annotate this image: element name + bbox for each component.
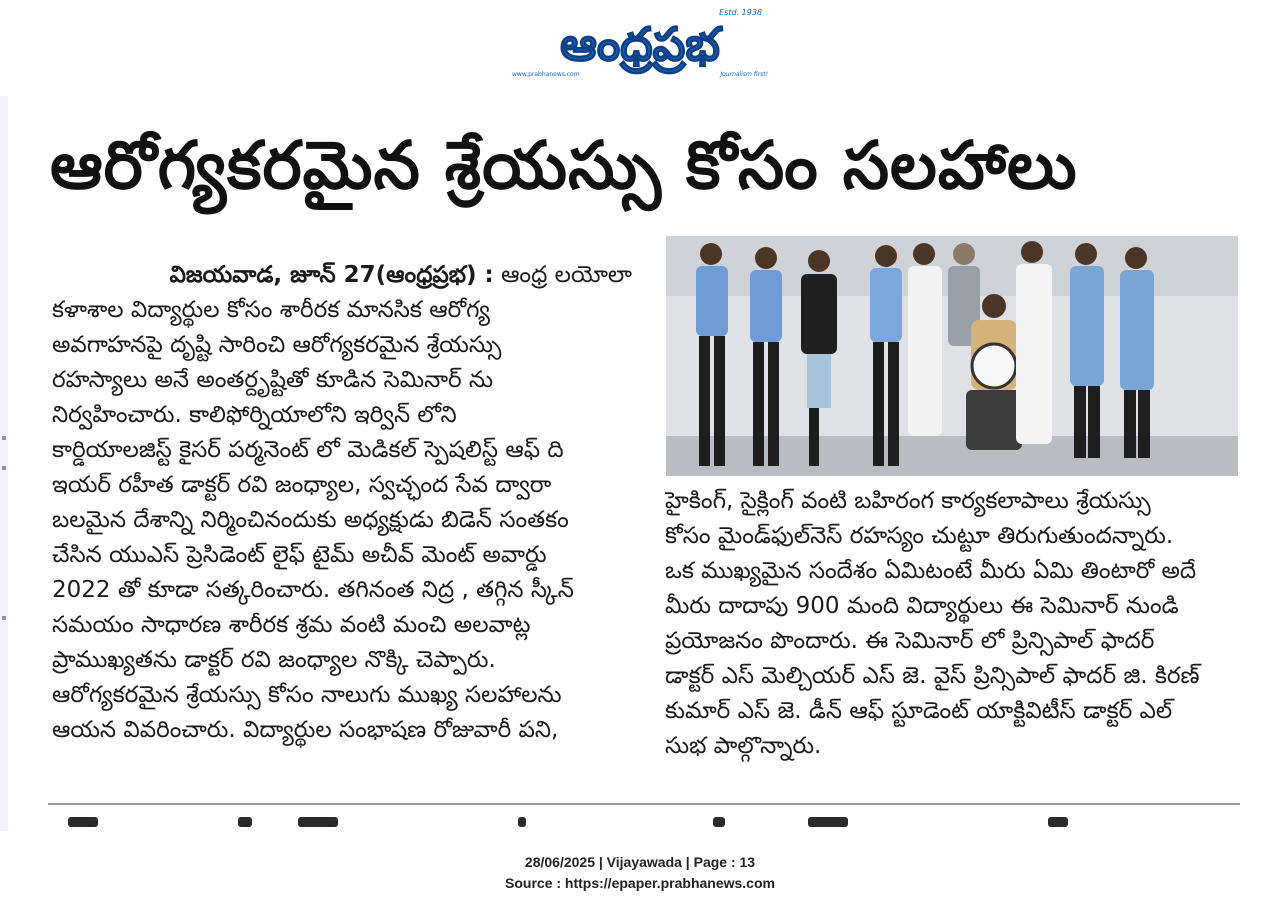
article-right-line-5: డాక్టర్ ఎస్ మెల్చియర్ ఎస్ జె. వైస్ ప్రిన్సిపాల్ ఫాదర్ జి. కిరణ్	[665, 663, 1200, 689]
next-article-cut-strip	[48, 811, 1240, 831]
article-line-11: ప్రాముఖ్యతను డాక్టర్ రవి జంధ్యాల నొక్కి చెప్పారు.	[52, 647, 496, 673]
article-headline: ఆరోగ్యకరమైన శ్రేయస్సు కోసం సలహాలు	[50, 127, 1078, 204]
article-dateline: విజయవాడ, జూన్ 27(ఆంధ్రప్రభ) :	[169, 262, 494, 288]
footer-edition-info: 28/06/2025 | Vijayawada | Page : 13	[524, 854, 756, 870]
article-right-line-3: మీరు దాదాపు 900 మంది విద్యార్థులు ఈ సెమినార్ నుండి	[665, 593, 1179, 619]
article-line-5: కార్డియాలజిస్ట్ కైసర్ పర్మనెంట్ లో మెడికల్ స్పెషలిస్ట్ ఆఫ్ ది	[52, 437, 564, 463]
article-line-10: సమయం సాధారణ శారీరక శ్రమ వంటి మంచి అలవాట్ల	[52, 612, 531, 638]
footer-source-link[interactable]: Source : https://epaper.prabhanews.com	[505, 875, 775, 891]
prabha-logo-icon	[500, 6, 780, 86]
article-column-right	[665, 484, 1237, 784]
epaper-footer	[0, 852, 1280, 894]
article-line-13: ఆయన వివరించారు. విద్యార్థుల సంభాషణ రోజువారీ పని,	[52, 717, 559, 743]
article-line-1: కళాశాల విద్యార్థుల కోసం శారీరక మానసిక ఆరోగ్య	[52, 297, 490, 323]
masthead-logo[interactable]	[500, 6, 780, 86]
logo-wordmark: ఆంధ్రప్రభ	[560, 17, 720, 71]
article-line-0: విజయవాడ, జూన్ 27(ఆంధ్రప్రభ) : ఆంధ్ర లయోలా	[169, 262, 632, 288]
article-line-3: రహస్యాలు అనే అంతర్దృష్టితో కూడిన సెమినార్ ను	[52, 367, 494, 393]
article-line-8: చేసిన యుఎస్ ప్రెసిడెంట్ లైఫ్ టైమ్ అచీవ్ మెంట్ అవార్డు	[52, 542, 547, 568]
logo-tagline: Journalism first!	[720, 71, 768, 78]
article-right-line-2: ఒక ముఖ్యమైన సందేశం ఏమిటంటే మీరు ఏమి తింటారో అదే	[665, 558, 1197, 584]
article-line-6: ఇయర్ రహీత డాక్టర్ రవి జంధ్యాల, స్వచ్ఛంద సేవ ద్వారా	[52, 472, 552, 498]
article-right-line-4: ప్రయోజనం పొందారు. ఈ సెమినార్ లో ప్రిన్సిపాల్ ఫాదర్	[665, 628, 1155, 654]
article-line-2: అవగాహనపై దృష్టి సారించి ఆరోగ్యకరమైన శ్రేయస్సు	[52, 332, 502, 358]
group-photo-illustration-icon	[666, 236, 1238, 476]
article-right-line-6: కుమార్ ఎస్ జె. డీన్ ఆఫ్ స్టూడెంట్ యాక్టివిటీస్ డాక్టర్ ఎల్	[665, 698, 1173, 724]
page-edge-strip	[0, 96, 8, 831]
article-line-4: నిర్వహించారు. కాలిఫోర్నియాలోని ఇర్విన్ లోని	[52, 402, 457, 428]
logo-site: www.prabhanews.com	[512, 71, 580, 78]
logo-estd: Estd. 1938	[719, 8, 762, 17]
article-right-line-7: సుభ పాల్గొన్నారు.	[665, 733, 822, 759]
article-line-9: 2022 తో కూడా సత్కరించారు. తగినంత నిద్ర , తగ్గిన స్కీన్	[52, 577, 574, 603]
article-bottom-divider	[48, 803, 1240, 805]
article-column-left	[52, 258, 632, 783]
article-right-line-1: కోసం మైండ్‌ఫుల్‌నెస్ రహస్యం చుట్టూ తిరుగుతుందన్నారు.	[665, 523, 1174, 549]
article-line-12: ఆరోగ్యకరమైన శ్రేయస్సు కోసం నాలుగు ముఖ్య సలహాలను	[52, 682, 562, 708]
article-clipping	[48, 96, 1240, 831]
article-right-line-0: హైకింగ్, సైక్లింగ్ వంటి బహిరంగ కార్యకలాపాలు శ్రేయస్సు	[665, 488, 1151, 514]
seminar-group-photo[interactable]	[666, 236, 1238, 476]
article-line-7: బలమైన దేశాన్ని నిర్మించినందుకు అధ్యక్షుడు బిడెన్ సంతకం	[52, 507, 569, 533]
